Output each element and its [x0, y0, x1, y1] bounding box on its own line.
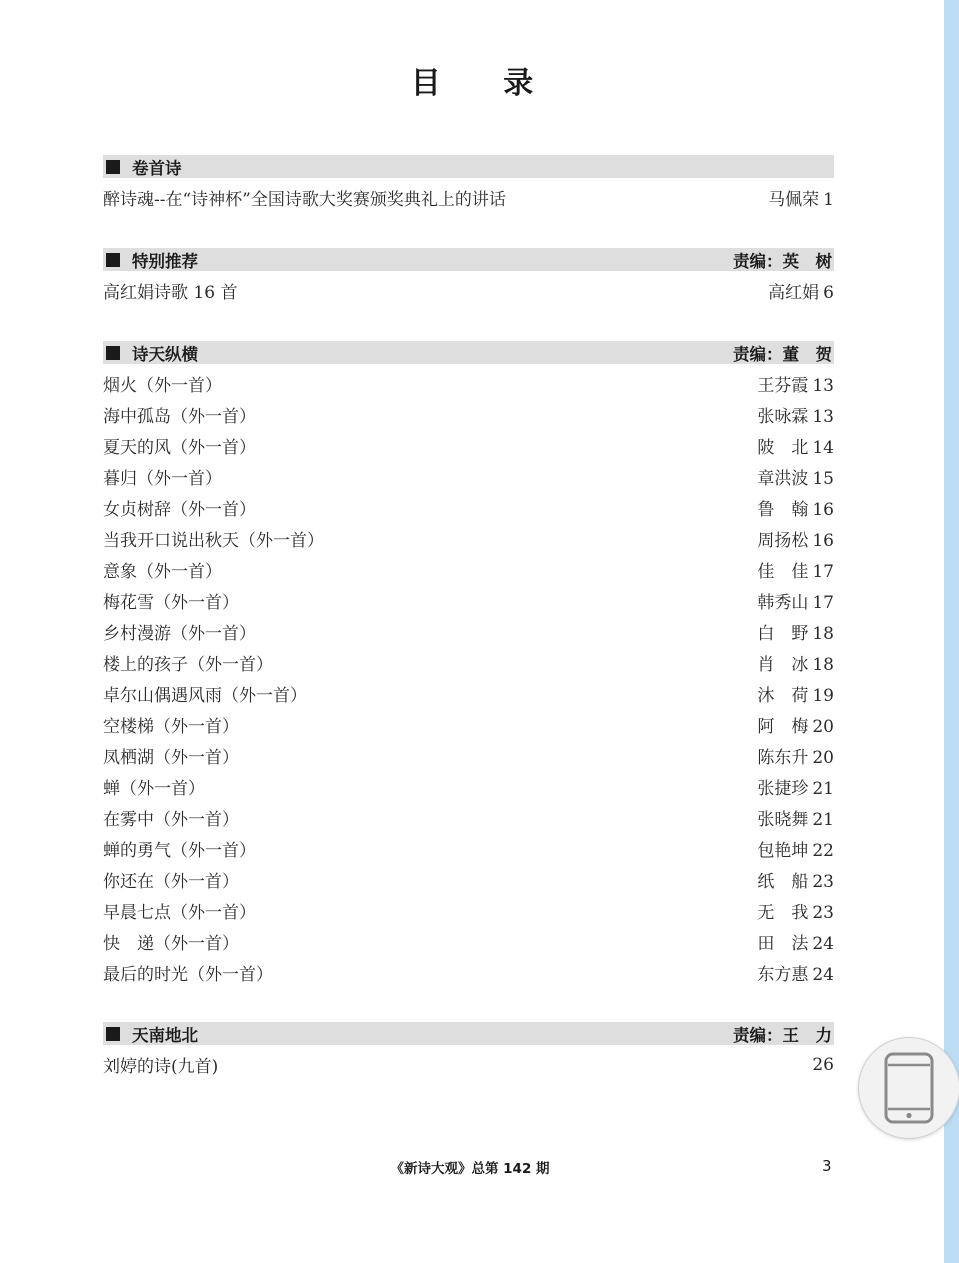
entry-page: 17 [812, 562, 834, 582]
entry-author-page [757, 588, 834, 613]
entry-author: 马佩荣 [768, 190, 820, 210]
section-header [103, 341, 834, 364]
entry-title: 意象（外一首） [103, 562, 222, 582]
entry-author-page [757, 495, 834, 520]
section-editor: 责编：董 贺 [733, 344, 832, 364]
entry-author: 肖 冰 [757, 655, 809, 675]
toc-entry[interactable] [103, 430, 834, 461]
toc-entry[interactable] [103, 368, 834, 399]
section-header-left [103, 341, 198, 365]
entry-author: 佳 佳 [757, 562, 809, 582]
entry-author: 纸 船 [757, 872, 809, 892]
toc-entry[interactable] [103, 647, 834, 678]
entry-author-page [757, 650, 834, 675]
entry-author-page [768, 278, 834, 303]
footer-journal-issue: 《新诗大观》总第 142 期 [390, 1161, 550, 1177]
entry-page: 21 [812, 779, 834, 799]
toc-entry[interactable] [103, 492, 834, 523]
section-editor: 责编：英 树 [733, 251, 832, 271]
toc-entry[interactable] [103, 554, 834, 585]
entry-author-page [768, 185, 834, 210]
entry-title: 最后的时光（外一首） [103, 965, 273, 985]
entry-title: 海中孤岛（外一首） [103, 407, 256, 427]
entry-page: 13 [812, 407, 834, 427]
entry-author: 周扬松 [757, 531, 809, 551]
entry-author: 鲁 翰 [757, 500, 809, 520]
entry-author-page [757, 402, 834, 427]
toc-entry[interactable] [103, 957, 834, 988]
toc-entry[interactable] [103, 926, 834, 957]
entry-author: 张晓舞 [757, 810, 809, 830]
entry-author: 王芬霞 [757, 376, 809, 396]
entry-title: 早晨七点（外一首） [103, 903, 256, 923]
entry-title: 醉诗魂--在“诗神杯”全国诗歌大奖赛颁奖典礼上的讲话 [103, 190, 506, 210]
entry-author-page [757, 433, 834, 458]
entry-author: 张捷珍 [757, 779, 809, 799]
entry-page: 18 [812, 624, 834, 644]
entry-title: 空楼梯（外一首） [103, 717, 239, 737]
section-name: 天南地北 [132, 1025, 198, 1045]
entry-author-page [757, 557, 834, 582]
entry-author-page [757, 681, 834, 706]
toc-section [103, 1022, 834, 1080]
entry-author-page [757, 526, 834, 551]
entry-page: 18 [812, 655, 834, 675]
entry-page: 1 [823, 190, 834, 210]
toc-section [103, 248, 834, 306]
entry-page: 14 [812, 438, 834, 458]
entry-title: 你还在（外一首） [103, 872, 239, 892]
section-header [103, 1022, 834, 1045]
entry-author-page [757, 960, 834, 985]
entry-author-page [757, 371, 834, 396]
entry-title: 乡村漫游（外一首） [103, 624, 256, 644]
entry-author: 无 我 [757, 903, 809, 923]
entry-author: 沐 荷 [757, 686, 809, 706]
toc-entry[interactable] [103, 399, 834, 430]
entry-author: 章洪波 [757, 469, 809, 489]
toc-entry[interactable] [103, 585, 834, 616]
page-title: 目 录 [410, 66, 560, 101]
entry-title: 当我开口说出秋天（外一首） [103, 531, 324, 551]
toc-entry[interactable] [103, 833, 834, 864]
entry-title: 梅花雪（外一首） [103, 593, 239, 613]
toc-entry[interactable] [103, 771, 834, 802]
section-header-left [103, 248, 198, 272]
entry-author-page [757, 898, 834, 923]
entry-author-page [757, 743, 834, 768]
device-view-button[interactable] [858, 1037, 959, 1139]
toc-entry[interactable] [103, 461, 834, 492]
entry-page: 20 [812, 717, 834, 737]
tablet-icon [883, 1051, 935, 1125]
entry-page: 22 [812, 841, 834, 861]
entry-author-page [757, 712, 834, 737]
toc-entry[interactable] [103, 709, 834, 740]
entry-author: 阿 梅 [757, 717, 809, 737]
entry-title: 凤栖湖（外一首） [103, 748, 239, 768]
entry-title: 暮归（外一首） [103, 469, 222, 489]
entry-title: 夏天的风（外一首） [103, 438, 256, 458]
entry-title: 在雾中（外一首） [103, 810, 239, 830]
entry-page: 19 [812, 686, 834, 706]
entry-title: 蝉的勇气（外一首） [103, 841, 256, 861]
section-name: 诗天纵横 [132, 344, 198, 364]
entry-page: 13 [812, 376, 834, 396]
entry-author-page [757, 867, 834, 892]
section-header-left [103, 1022, 198, 1046]
toc-entry[interactable] [103, 678, 834, 709]
section-header [103, 155, 834, 178]
entry-author: 白 野 [757, 624, 809, 644]
toc-entry[interactable] [103, 616, 834, 647]
section-header-left [103, 155, 182, 179]
toc-entry[interactable] [103, 182, 834, 213]
entry-page: 15 [812, 469, 834, 489]
entry-title: 卓尔山偶遇风雨（外一首） [103, 686, 307, 706]
entry-author: 陂 北 [757, 438, 809, 458]
section-header [103, 248, 834, 271]
footer-page-number: 3 [822, 1157, 832, 1175]
entry-author: 韩秀山 [757, 593, 809, 613]
entry-page: 21 [812, 810, 834, 830]
entry-title: 刘婷的诗(九首) [103, 1057, 219, 1077]
entry-author: 东方惠 [757, 965, 809, 985]
section-editor: 责编：王 力 [733, 1025, 832, 1045]
entry-page: 26 [812, 1054, 834, 1075]
black-square-bullet [106, 160, 120, 174]
entry-page: 16 [812, 531, 834, 551]
entry-title: 烟火（外一首） [103, 376, 222, 396]
entry-page: 24 [812, 965, 834, 985]
toc-entry[interactable] [103, 523, 834, 554]
entry-author: 陈东升 [757, 748, 809, 768]
entry-title: 快 递（外一首） [103, 934, 239, 954]
section-name: 卷首诗 [132, 158, 182, 178]
entry-page: 24 [812, 934, 834, 954]
black-square-bullet [106, 253, 120, 267]
entry-title: 楼上的孩子（外一首） [103, 655, 273, 675]
toc-entry[interactable] [103, 275, 834, 306]
section-name: 特别推荐 [132, 251, 198, 271]
toc-entry[interactable] [103, 740, 834, 771]
entry-author: 高红娟 [768, 283, 820, 303]
entry-title: 女贞树辞（外一首） [103, 500, 256, 520]
toc-entry[interactable] [103, 895, 834, 926]
entry-page: 17 [812, 593, 834, 613]
entry-page: 20 [812, 748, 834, 768]
black-square-bullet [106, 1027, 120, 1041]
entry-page: 6 [823, 283, 834, 303]
entry-author: 田 法 [757, 934, 809, 954]
entry-page: 23 [812, 872, 834, 892]
entry-author-page [757, 929, 834, 954]
black-square-bullet [106, 346, 120, 360]
entry-title: 蝉（外一首） [103, 779, 205, 799]
entry-page: 16 [812, 500, 834, 520]
entry-author-page [757, 836, 834, 861]
entry-author-page [757, 774, 834, 799]
toc-section [103, 155, 834, 213]
entry-author-page [757, 805, 834, 830]
entry-author-page [812, 1055, 834, 1075]
toc-entry[interactable] [103, 1049, 834, 1080]
entry-author: 包艳坤 [757, 841, 809, 861]
toc-section [103, 341, 834, 988]
entry-author: 张咏霖 [757, 407, 809, 427]
toc-entry[interactable] [103, 864, 834, 895]
toc-entry[interactable] [103, 802, 834, 833]
entry-page: 23 [812, 903, 834, 923]
entry-title: 高红娟诗歌 16 首 [103, 283, 238, 303]
entry-author-page [757, 464, 834, 489]
entry-author-page [757, 619, 834, 644]
